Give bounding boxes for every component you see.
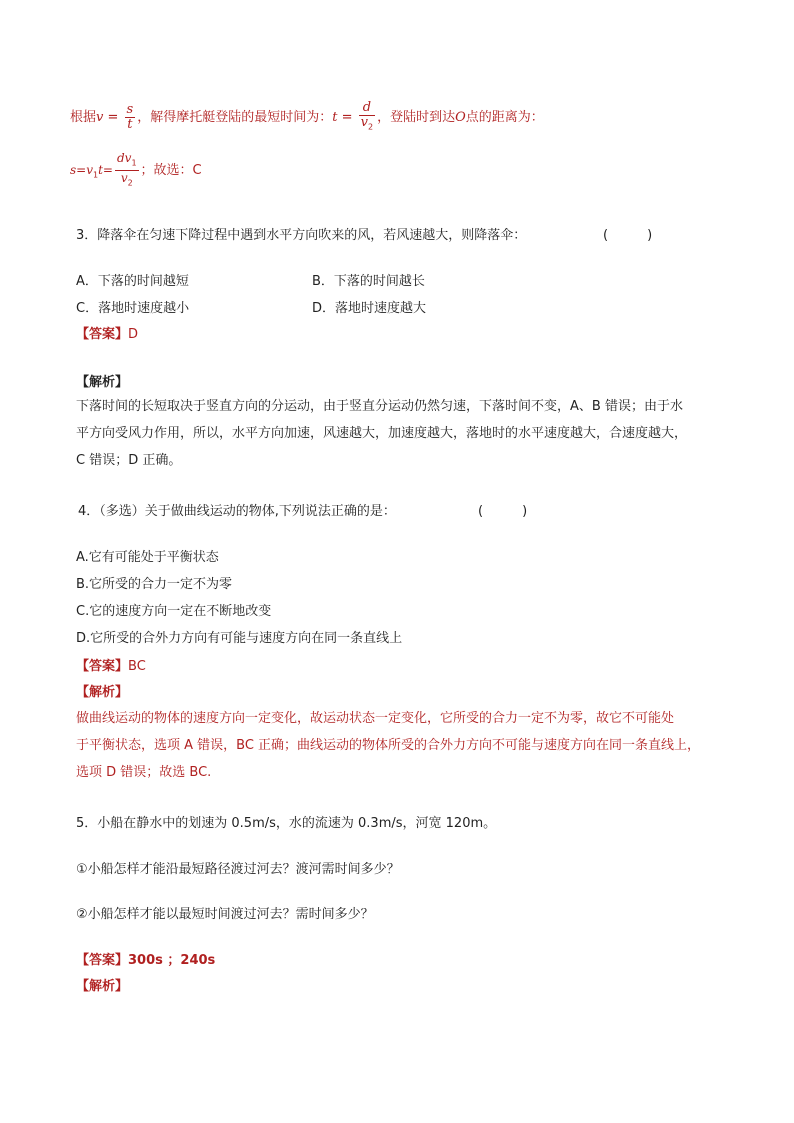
- q3-option-a: A．下落的时间越短: [76, 274, 189, 289]
- q3-answer: 【答案】D: [76, 327, 139, 342]
- text-segment: 根据: [70, 110, 97, 125]
- question-3-paren: ( ): [603, 228, 653, 243]
- q3-option-d: D．落地时速度越大: [312, 301, 427, 316]
- q4-analysis-label: 【解析】: [76, 685, 129, 700]
- point-o: O: [455, 110, 466, 125]
- analysis-line: 下落时间的长短取决于竖直方向的分运动，由于竖直分运动仍然匀速，下落时间不变，A、B 错误；由于水: [76, 399, 683, 414]
- question-4-stem: 4．（多选）关于做曲线运动的物体,下列说法正确的是：: [78, 504, 396, 519]
- analysis-line: 选项 D 错误；故选 BC.: [76, 765, 212, 780]
- fraction-s-over-t: $\frac{s}{t}$: [126, 102, 134, 132]
- question-3-stem: 3．降落伞在匀速下降过程中遇到水平方向吹来的风，若风速越大，则降落伞：: [76, 228, 527, 243]
- q4-option-a: A.它有可能处于平衡状态: [76, 550, 219, 565]
- analysis-line: 做曲线运动的物体的速度方向一定变化，故运动状态一定变化，它所受的合力一定不为零，故它不可能处: [76, 711, 675, 726]
- question-4-paren: ( ): [478, 504, 528, 519]
- q3-analysis-body: [76, 393, 726, 474]
- q5-sub-question-2: ②小船怎样才能以最短时间渡过河去？需时间多少？: [76, 907, 374, 922]
- fraction-d-over-v2: $\frac{d}{v_2}$: [360, 99, 374, 132]
- equals: =: [337, 110, 357, 125]
- q4-option-d: D.它所受的合外力方向有可能与速度方向在同一条直线上: [76, 631, 403, 646]
- fraction-dv1-over-v2: $\frac{dv_1}{v_2}$: [116, 150, 137, 188]
- analysis-line: 于平衡状态，选项 A 错误，BC 正确；曲线运动的物体所受的合外力方向不可能与速度方向在同一条直线上，: [76, 738, 701, 753]
- solution-line-1: [70, 98, 544, 138]
- q3-option-b: B．下落的时间越长: [312, 274, 425, 289]
- q5-answer: 【答案】300s ；240s: [76, 953, 216, 968]
- equals: =: [103, 110, 123, 125]
- text-segment: ，登陆时到达: [377, 110, 456, 125]
- q4-option-b: B.它所受的合力一定不为零: [76, 577, 233, 592]
- var-t: t: [332, 110, 338, 125]
- question-5-stem: 5．小船在静水中的划速为 0.5m/s，水的流速为 0.3m/s，河宽 120m。: [76, 816, 497, 831]
- q4-answer: 【答案】BC: [76, 659, 146, 674]
- q3-option-c: C．落地时速度越小: [76, 301, 190, 316]
- q3-analysis-label: 【解析】: [76, 375, 129, 390]
- text-segment: 点的距离为：: [465, 110, 544, 125]
- q5-sub-question-1: ①小船怎样才能沿最短路径渡过河去？渡河需时间多少？: [76, 862, 400, 877]
- var-v: v: [96, 110, 104, 125]
- q5-analysis-label: 【解析】: [76, 979, 129, 994]
- analysis-line: 平方向受风力作用，所以，水平方向加速，风速越大，加速度越大，落地时的水平速度越大，合速度越大，: [76, 426, 688, 441]
- q4-option-c: C.它的速度方向一定在不断地改变: [76, 604, 272, 619]
- text-segment: ，解得摩托艇登陆的最短时间为：: [137, 110, 333, 125]
- q4-analysis-body: [76, 705, 726, 786]
- analysis-line: C 错误；D 正确。: [76, 453, 182, 468]
- solution-line-2: $s=v_1t=$ $\frac{dv_1}{v_2}$ ；故选：C: [70, 150, 202, 190]
